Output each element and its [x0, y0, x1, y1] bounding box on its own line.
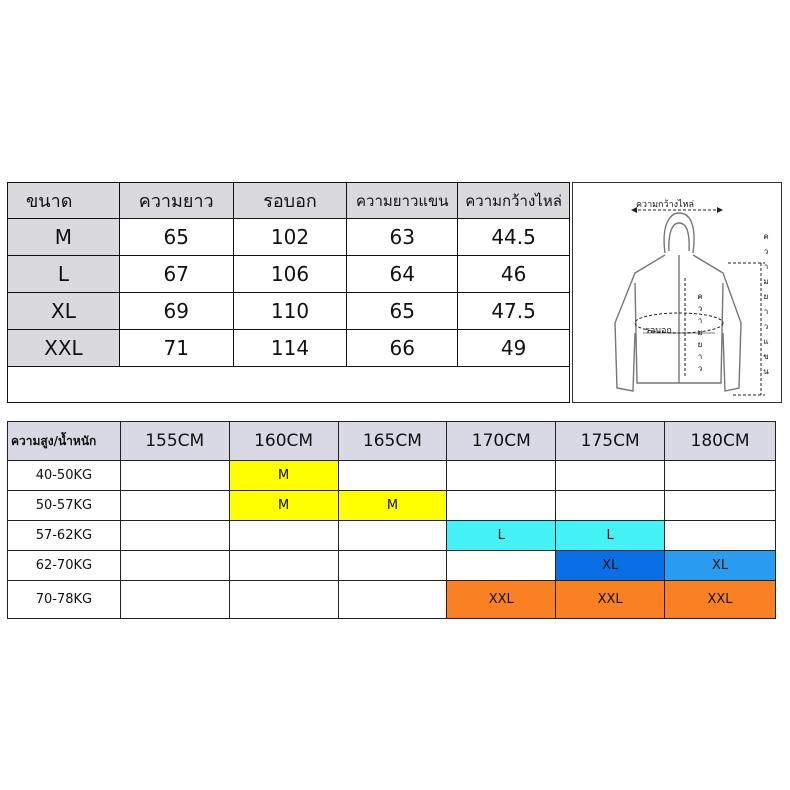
hood-inner [669, 223, 689, 251]
label-char: า [763, 262, 769, 271]
fit-cell [120, 521, 229, 551]
size-label: XL [8, 293, 120, 330]
header-chest: รอบอก [233, 183, 347, 219]
length-value: 67 [119, 256, 233, 293]
sleeve-value: 64 [347, 256, 458, 293]
fit-cell [120, 551, 229, 581]
shoulder-value: 46 [458, 256, 570, 293]
fit-cell: M [338, 491, 447, 521]
fit-cell [665, 521, 776, 551]
label-char: ย [763, 292, 769, 301]
fit-cell [447, 491, 556, 521]
chest-label: รอบอก [645, 326, 672, 336]
label-char: ข [763, 352, 769, 361]
fit-row [8, 551, 776, 581]
sleeve-value: 63 [347, 219, 458, 256]
fit-cell [229, 521, 338, 551]
fit-row [8, 581, 776, 619]
height-header: 170CM [447, 422, 556, 461]
fit-cell: M [229, 491, 338, 521]
chest-value: 102 [233, 219, 347, 256]
fit-cell [120, 581, 229, 619]
fit-cell: XXL [556, 581, 665, 619]
height-header: 180CM [665, 422, 776, 461]
fit-cell: XL [665, 551, 776, 581]
length-value: 69 [119, 293, 233, 330]
weight-label: 40-50KG [8, 461, 121, 491]
fit-cell [338, 581, 447, 619]
fit-cell: XXL [447, 581, 556, 619]
fit-row [8, 491, 776, 521]
height-header: 165CM [338, 422, 447, 461]
fit-cell [338, 551, 447, 581]
label-char: ค [763, 232, 769, 241]
arrow-head-icon [717, 207, 723, 213]
fit-cell [447, 461, 556, 491]
jacket-measurement-diagram [572, 182, 782, 403]
fit-table-header [8, 422, 776, 461]
size-table-outer-frame [7, 182, 570, 403]
label-char: ว [763, 247, 769, 256]
fit-cell [447, 551, 556, 581]
fit-cell [120, 461, 229, 491]
label-char: ม [763, 277, 769, 286]
length-value: 65 [119, 219, 233, 256]
label-char: า [763, 307, 769, 316]
fit-row [8, 461, 776, 491]
jacket-outline [573, 183, 780, 401]
label-char: า [697, 352, 703, 361]
height-header: 155CM [120, 422, 229, 461]
shoulder-value: 47.5 [458, 293, 570, 330]
header-sleeve: ความยาวแขน [347, 183, 458, 219]
shoulder-value: 44.5 [458, 219, 570, 256]
fit-cell [665, 491, 776, 521]
sleeve-value: 65 [347, 293, 458, 330]
weight-label: 50-57KG [8, 491, 121, 521]
fit-cell [229, 551, 338, 581]
length-value: 71 [119, 330, 233, 367]
weight-label: 70-78KG [8, 581, 121, 619]
label-char: ว [697, 364, 703, 373]
shoulder-label: ความกว้างไหล่ [636, 200, 694, 210]
weight-label: 57-62KG [8, 521, 121, 551]
fit-cell: L [556, 521, 665, 551]
corner-label: ความสูง/น้ำหนัก [8, 422, 121, 461]
sleeve-value: 66 [347, 330, 458, 367]
label-char: ค [697, 292, 703, 301]
label-char: น [763, 367, 769, 376]
label-char: ม [697, 328, 703, 337]
fit-cell: L [447, 521, 556, 551]
fit-cell [120, 491, 229, 521]
fit-row [8, 521, 776, 551]
fit-cell: XXL [665, 581, 776, 619]
shoulder-value: 49 [458, 330, 570, 367]
weight-label: 62-70KG [8, 551, 121, 581]
fit-cell [665, 461, 776, 491]
label-char: า [697, 316, 703, 325]
height-header: 175CM [556, 422, 665, 461]
header-length: ความยาว [119, 183, 233, 219]
chest-value: 106 [233, 256, 347, 293]
label-char: ย [697, 340, 703, 349]
chest-value: 110 [233, 293, 347, 330]
header-shoulder: ความกว้างไหล่ [458, 183, 570, 219]
length-label-vertical [695, 291, 705, 375]
chest-value: 114 [233, 330, 347, 367]
size-label: XXL [8, 330, 120, 367]
label-char: ว [763, 322, 769, 331]
label-char: แ [763, 337, 769, 346]
fit-cell: M [229, 461, 338, 491]
size-label: M [8, 219, 120, 256]
size-label: L [8, 256, 120, 293]
fit-cell [556, 491, 665, 521]
fit-cell: XL [556, 551, 665, 581]
fit-cell [338, 461, 447, 491]
sleeve-label-vertical [761, 229, 771, 379]
fit-cell [556, 461, 665, 491]
fit-cell [229, 581, 338, 619]
height-weight-fit-table [7, 421, 776, 619]
height-header: 160CM [229, 422, 338, 461]
header-size: ขนาด [8, 183, 120, 219]
label-char: ว [697, 304, 703, 313]
fit-cell [338, 521, 447, 551]
